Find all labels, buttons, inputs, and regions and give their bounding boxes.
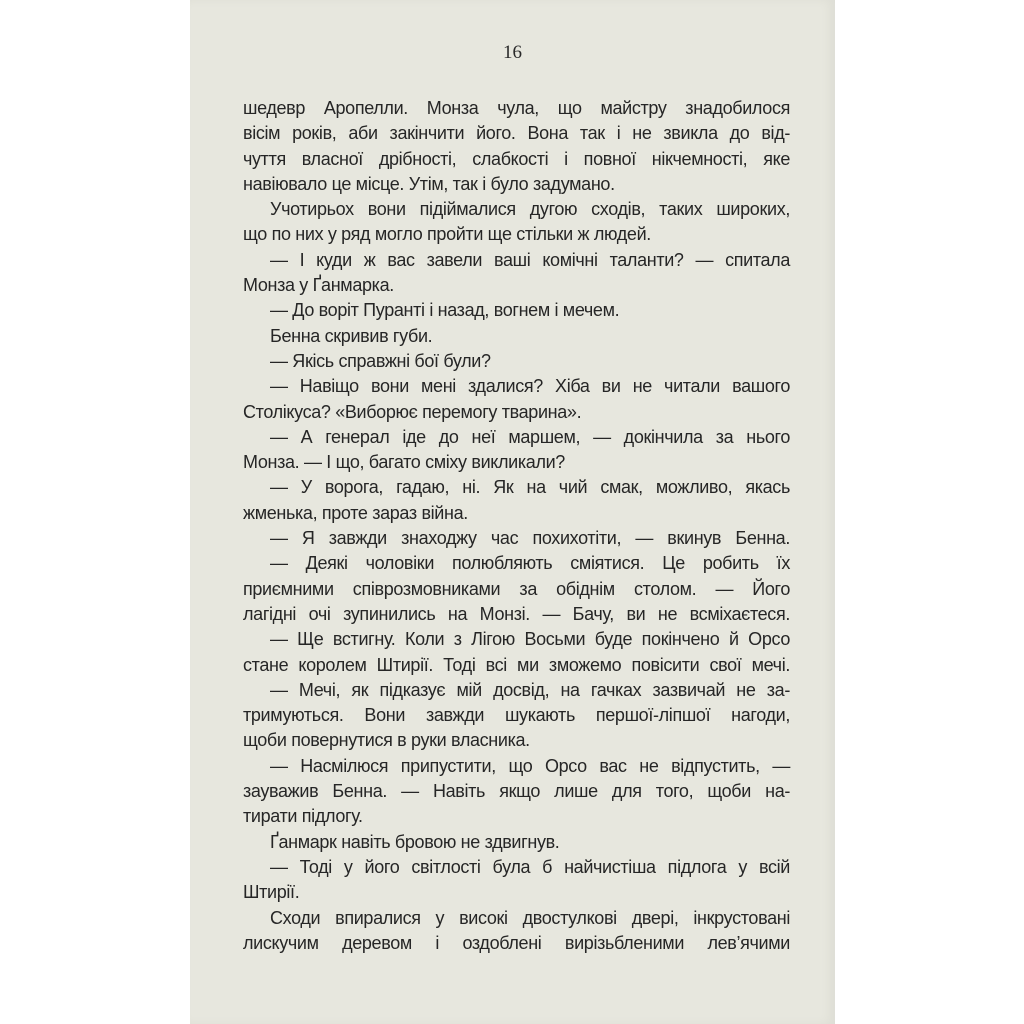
- text-line: Монза у Ґанмарка.: [243, 275, 394, 296]
- text-line: стане королем Штирії. Тоді всі ми зможемо повісити свої мечі.: [243, 654, 790, 675]
- text-line: приємними співрозмовниками за обіднім столом. — Його: [243, 578, 790, 599]
- text-line: — Тоді у його світлості була б найчистіша підлога у всій: [270, 856, 790, 877]
- text-line: — Мечі, як підказує мій досвід, на гачках зазвичай не за-: [270, 679, 790, 700]
- text-line: навіювало це місце. Утім, так і було задумано.: [243, 173, 615, 194]
- page-number: 16: [503, 42, 522, 63]
- text-line: — Я завжди знаходжу час похихотіти, — вкинув Бенна.: [270, 528, 790, 549]
- text-line: Штирії.: [243, 882, 300, 903]
- text-line: тримуються. Вони завжди шукають першої-ліпшої нагоди,: [243, 705, 790, 726]
- body-text: [243, 96, 790, 956]
- text-line: — Навіщо вони мені здалися? Хіба ви не читали вашого: [270, 376, 790, 397]
- text-line: вісім років, аби закінчити його. Вона так і не звикла до від-: [243, 123, 790, 144]
- text-line: Сходи впиралися у високі двостулкові двері, інкрустовані: [270, 907, 790, 928]
- text-line: Учотирьох вони підіймалися дугою сходів, таких широких,: [270, 199, 790, 220]
- text-line: чуття власної дрібності, слабкості і повної нікчемності, яке: [243, 148, 790, 169]
- text-line: — А генерал іде до неї маршем, — докінчила за нього: [270, 426, 790, 447]
- text-line: лискучим деревом і оздоблені вирізьбленими лев’ячими: [243, 932, 790, 953]
- text-line: — У ворога, гадаю, ні. Як на чий смак, можливо, якась: [270, 477, 790, 498]
- text-line: щоби повернутися в руки власника.: [243, 730, 530, 751]
- text-line: — До воріт Пуранті і назад, вогнем і мечем.: [270, 300, 620, 321]
- text-line: шедевр Аропелли. Монза чула, що майстру знадобилося: [243, 98, 790, 118]
- text-line: — Деякі чоловіки полюбляють сміятися. Це робить їх: [270, 553, 790, 574]
- text-line: — І куди ж вас завели ваші комічні таланти? — спитала: [270, 249, 790, 270]
- text-line: Монза. — І що, багато сміху викликали?: [243, 452, 565, 473]
- text-line: тирати підлогу.: [243, 806, 363, 827]
- text-line: зауважив Бенна. — Навіть якщо лише для того, щоби на-: [243, 781, 790, 802]
- text-line: жменька, проте зараз війна.: [243, 502, 468, 523]
- text-line: — Ще встигну. Коли з Лігою Восьми буде покінчено й Орсо: [270, 629, 790, 650]
- text-line: Столікуса? «Виборює перемогу тварина».: [243, 401, 582, 422]
- text-line: — Якісь справжні бої були?: [270, 350, 491, 371]
- text-line: — Насмілюся припустити, що Орсо вас не відпустить, —: [270, 755, 790, 776]
- text-line: Ґанмарк навіть бровою не здвигнув.: [270, 831, 560, 852]
- text-line: що по них у ряд могло пройти ще стільки ж людей.: [243, 224, 651, 245]
- text-line: Бенна скривив губи.: [270, 325, 433, 346]
- book-page: [190, 0, 835, 1024]
- text-line: лагідні очі зупинились на Монзі. — Бачу, ви не всміхаєтеся.: [243, 603, 790, 624]
